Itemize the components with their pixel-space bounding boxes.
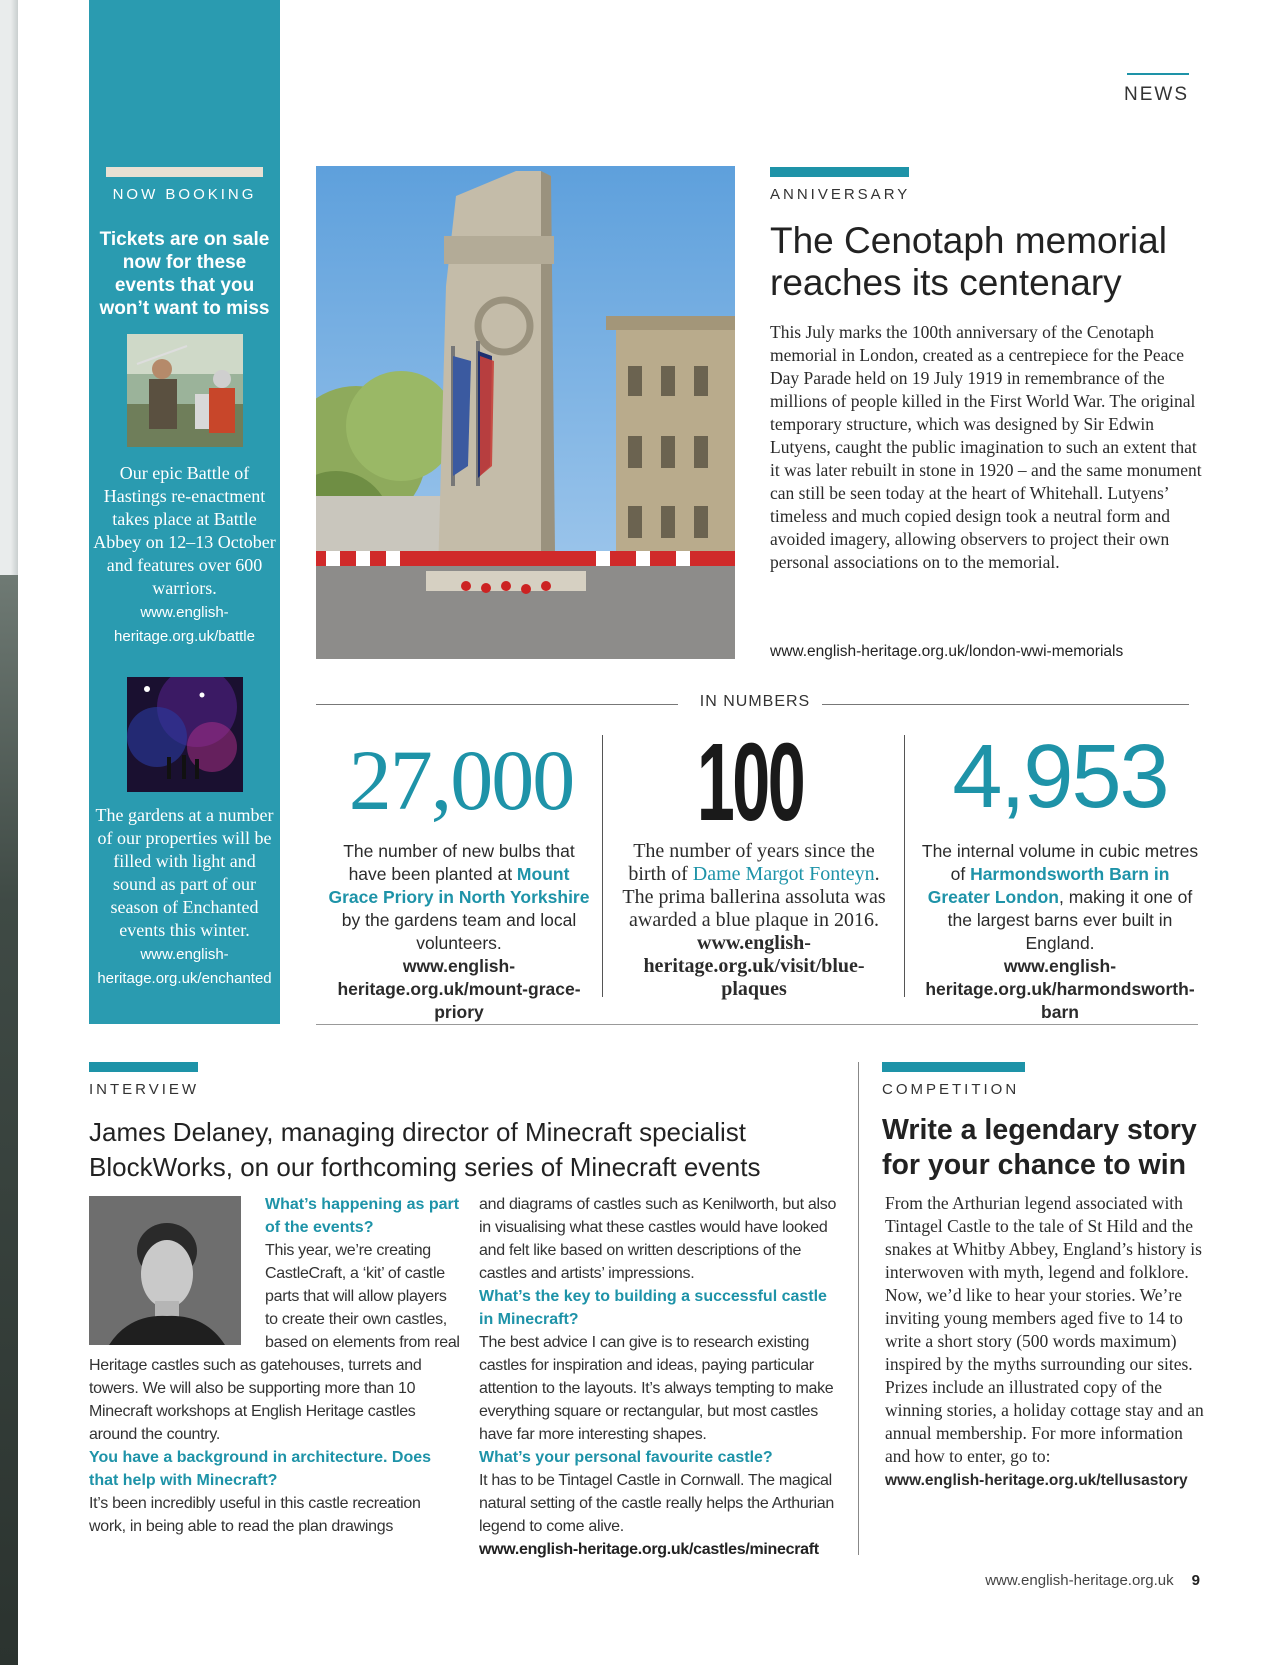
interview-answer-2-rest: and diagrams of castles such as Kenilworth, but also in visualising what these castles would have looked and felt like based on written descriptions of the castles and artists’ impressions. [479,1196,837,1282]
sidebar-kicker: NOW BOOKING [112,186,257,203]
interview-answer-1-rest: Heritage castles such as gatehouses, turrets and towers. We will also be supporting more than 10 Minecraft workshops at English Heritage castles around the country. [89,1357,422,1443]
anniversary-title: The Cenotaph memorial reaches its centenary [770,220,1167,303]
sidebar-accent-bar [106,167,263,177]
interview-answer-1-wrap [265,1239,461,1354]
stat-volume-value: 4,953 [952,727,1168,827]
competition-body-text: From the Arthurian legend associated with Tintagel Castle to the tale of St Hild and the snakes at Whitby Abbey, England’s history is interwoven with myth, legend and folklore. Now, we’d like to hear your stories. We’re inviting young members aged five to 14 to write a short story (500 words maximum) inspired by the myths surrounding our sites. Prizes include an illustrated copy of the winning stories, a holiday cottage stay and an annual membership. For more information and how to enter, go to: [885,1193,1204,1466]
sidebar-headline: Tickets are on sale now for these events that you won’t want to miss [99,229,270,319]
stat-years-link[interactable]: www.english-heritage.org.uk/visit/blue-plaques [643,932,865,1000]
stat-years-value: 100 [696,721,804,844]
stat-years-desc [612,840,896,1001]
page-number: 9 [1191,1572,1200,1589]
stat-years-text: The number of years since the birth of [628,840,875,885]
stat-volume-text: The internal volume in cubic metres of [921,841,1199,884]
interview-question-2: You have a background in architecture. Does that help with Minecraft? [89,1449,432,1489]
competition-link[interactable]: www.english-heritage.org.uk/tellusastory [885,1472,1188,1489]
now-booking-sidebar [89,0,280,1024]
stat-years-highlight: Dame Margot Fonteyn [692,863,875,885]
in-numbers-rule-right [822,704,1189,705]
anniversary-kicker: ANNIVERSARY [770,186,911,203]
interview-question-4: What’s your personal favourite castle? [479,1449,773,1466]
anniversary-kicker-bar [770,167,909,177]
footer-url[interactable]: www.english-heritage.org.uk [985,1572,1174,1589]
stat-bulbs-text-end: by the gardens team and local volunteers. [341,910,577,953]
anniversary-link[interactable]: www.english-heritage.org.uk/london-wwi-memorials [770,643,1124,660]
interview-kicker-bar [89,1062,198,1072]
interview-kicker: INTERVIEW [89,1081,200,1098]
enchanted-event-link[interactable]: www.english-heritage.org.uk/enchanted [97,946,272,987]
page-edge-shadow [0,575,18,1665]
competition-kicker: COMPETITION [882,1081,1020,1098]
numbers-bottom-rule [316,1024,1198,1025]
interview-col2 [479,1193,839,1561]
stat-volume-text-end: , making it one of the largest barns ever built in England. [947,887,1193,953]
anniversary-body: This July marks the 100th anniversary of the Cenotaph memorial in London, created as a centrepiece for the Peace Day Parade held on 19 July 1919 in remembrance of the millions of people killed in the First World War. The original temporary structure, which was designed by Sir Edwin Lutyens, caught the public imagination to such an extent that it was later rebuilt in stone in 1920 – and the same monument can still be seen today at the heart of Whitehall. Lutyens’ timeless and much copied design took a neutral form and avoided imagery, allowing observers to project their own personal associations on to the memorial. [770,322,1202,572]
stat-years-text-end: . The prima ballerina assoluta was awarded a blue plaque in 2016. [622,863,886,931]
battle-reenactment-photo [127,334,243,447]
interview-answer-4: It has to be Tintagel Castle in Cornwall. The magical natural setting of the castle really helps the Arthurian legend to come alive. [479,1472,834,1535]
stat-bulbs-value: 27,000 [348,732,574,828]
interview-title: James Delaney, managing director of Minecraft specialist BlockWorks, on our forthcoming series of Minecraft events [89,1117,761,1182]
stat-bulbs-link[interactable]: www.english-heritage.org.uk/mount-grace-priory [337,956,581,1022]
enchanted-event-text: The gardens at a number of our properties will be filled with light and sound as part of our season of Enchanted events this winter. [95,805,274,940]
enchanted-gardens-photo [127,677,243,792]
interview-answer-1-start: This year, we’re creating CastleCraft, a ‘kit’ of castle parts that will allow players to create their own castles, based on elements from real [265,1242,460,1351]
interview-answer-3: The best advice I can give is to research existing castles for inspiration and ideas, paying particular attention to the layouts. It’s always tempting to make everything square or rectangular, but most castles have far more interesting shapes. [479,1334,834,1443]
stat-volume-desc [918,840,1202,1024]
cenotaph-photo [316,166,735,659]
page-footer [900,1572,1200,1589]
section-rule [1127,73,1189,75]
section-label: NEWS [1124,84,1189,105]
stat-bulbs-desc [326,840,592,1024]
james-delaney-portrait [89,1196,241,1345]
interview-link[interactable]: www.english-heritage.org.uk/castles/minecraft [479,1541,819,1558]
in-numbers-rule-left [316,704,678,705]
interview-divider [858,1062,859,1555]
in-numbers-label: IN NUMBERS [699,693,811,710]
sidebar-item-enchanted [93,804,276,990]
interview-question-3: What’s the key to building a successful castle in Minecraft? [479,1288,827,1328]
stat-bulbs-highlight: Mount Grace Priory in North Yorkshire [328,864,590,907]
stat-volume-highlight: Harmondsworth Barn in Greater London [927,864,1170,907]
sidebar-item-battle [93,462,276,648]
competition-kicker-bar [882,1062,1025,1072]
competition-body [885,1192,1210,1492]
interview-col1-top [265,1193,461,1239]
interview-col1-bottom [89,1354,439,1538]
competition-title: Write a legendary story for your chance to win [882,1114,1197,1181]
battle-event-text: Our epic Battle of Hastings re-enactment takes place at Battle Abbey on 12–13 October and features over 600 warriors. [93,463,276,598]
stat-bulbs-text: The number of new bulbs that have been planted at [343,841,575,884]
interview-question-1: What’s happening as part of the events? [265,1196,460,1236]
number-divider-1 [602,735,603,997]
interview-answer-2-start: It’s been incredibly useful in this castle recreation work, in being able to read the plan drawings [89,1495,421,1535]
stat-volume-link[interactable]: www.english-heritage.org.uk/harmondsworth-barn [925,956,1195,1022]
battle-event-link[interactable]: www.english-heritage.org.uk/battle [114,604,255,645]
